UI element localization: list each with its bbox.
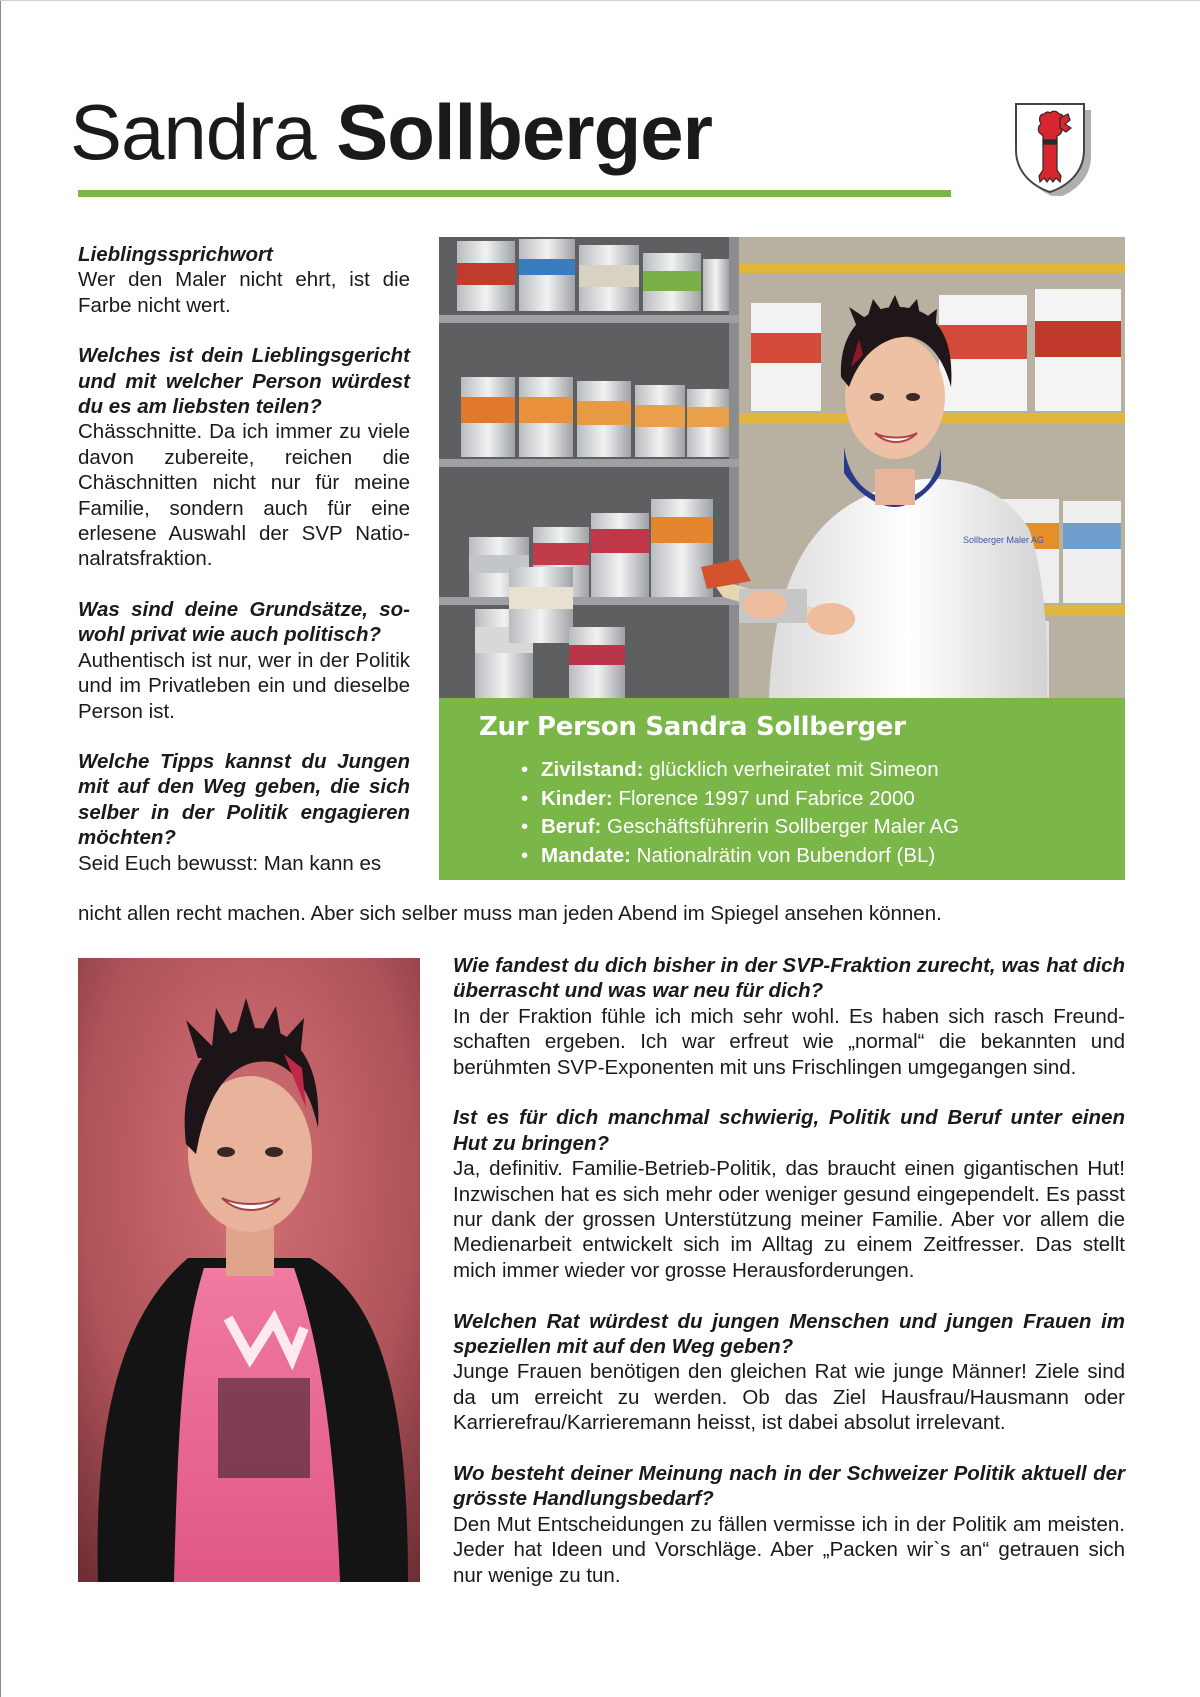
fact-item-kinder [521,785,959,814]
qa-item [78,749,410,876]
qa-item [453,953,1125,1080]
title-underline [78,190,951,197]
fact-label: Beruf: [541,815,602,839]
fact-label: Zivilstand: [541,758,644,781]
question-text: Welches ist dein Lieblingsgericht und mit welcher Person würdest du es am liebsten teilen? [78,344,410,419]
answer-text: Ja, definitiv. Familie-Betrieb-Politik, das braucht einen gigantischen Hut! Inzwischen hat es sich mehr oder weniger gesund eingependelt. Es passt nur dank der grossen Unterstützung meiner Familie. Aber vor allem die Medienarbeit entwickelt sich im Alltag zu einem Zeitfresser. Das stellt mich immer wieder vor grosse Herausforderungen. [453,1157,1125,1282]
bullet-icon: • [521,786,529,810]
person-info-box [439,698,1125,880]
qa-item [453,1461,1125,1588]
question-text: Lieblingssprichwort [78,243,273,266]
question-text: Was sind deine Grundsätze, sowohl privat wie auch politisch? [78,597,410,647]
info-box-title: Zur Person Sandra Sollberger [479,712,906,742]
answer-text: Seid Euch bewusst: Man kann es [78,851,382,875]
question-text: Ist es für dich manchmal schwierig, Politik und Beruf unter einen Hut zu bringen? [453,1106,1125,1155]
page-left-border [0,0,1,1697]
photo-paint-store [439,237,1125,698]
qa-item [453,1309,1125,1436]
coat-of-arms-icon [1010,100,1096,196]
bullet-icon: • [521,843,529,867]
qa-item [78,597,410,724]
qa-item [453,1105,1125,1283]
qa-item [78,242,410,318]
answer-continuation-text: nicht allen recht machen. Aber sich selber muss man jeden Abend im Spiegel ansehen können. [78,902,942,925]
fact-item-zivilstand [521,756,959,785]
fact-label: Mandate: [541,843,631,867]
fact-value: Nationalrätin von Bubendorf (BL) [630,843,936,867]
answer-text: Den Mut Entscheidungen zu fällen vermisse ich in der Politik am meisten. Jeder hat Ideen und Vorschläge. Aber „Packen wir`s an“ getrauen sich nur wenige zu tun. [453,1512,1125,1587]
fact-item-mandate [521,842,959,871]
question-text: Wie fandest du dich bisher in der SVP-Fraktion zurecht, was hat dich überrascht und was war neu für dich? [453,954,1125,1003]
bullet-icon: • [521,815,529,839]
fact-item-beruf [521,813,960,842]
answer-text: Junge Frauen benötigen den gleichen Rat wie junge Männer! Ziele sind da um erreicht zu werden. Ob das Ziel Hausfrau/Hausmann oder Karrierefrau/Karrieremann heisst, ist dabei absolut irrelevant. [453,1360,1125,1435]
fact-value: glücklich verheiratet mit Simeon [643,758,939,781]
person-facts-list [521,756,960,870]
fact-value: Florence 1997 und Fabrice 2000 [612,786,915,810]
bullet-icon: • [521,758,529,781]
title-first-name: Sandra [70,88,316,176]
left-qa-column [78,242,410,901]
answer-text: In der Fraktion fühle ich mich sehr wohl. Es haben sich rasch Freundschaften ergeben. Ich war erfreut wie „normal“ die bekannten und berühmten SVP-Exponenten mit uns Frischlingen umgegangen sind. [453,1004,1125,1079]
answer-text: Authentisch ist nur, wer in der Politik und im Privatleben ein und dieselbe Person ist. [78,648,410,723]
fact-label: Kinder: [541,786,613,810]
answer-text: Wer den Maler nicht ehrt, ist die Farbe nicht wert. [78,268,410,317]
question-text: Welchen Rat würdest du jungen Menschen und jungen Frauen im speziellen mit auf den Weg geben? [453,1309,1125,1359]
right-qa-column [453,953,1125,1614]
photo-portrait [78,958,420,1582]
fact-value: Geschäftsführerin Sollberger Maler AG [601,815,960,839]
title-last-name: Sollberger [336,88,712,176]
jacket-logo-text: Sollberger Maler AG [963,535,1045,545]
question-text: Welche Tipps kannst du Jungen mit auf den Weg geben, die sich selber in der Politik engagieren möchten? [78,749,410,850]
qa-item [78,343,410,572]
question-text: Wo besteht deiner Meinung nach in der Schweizer Politik aktuell der grösste Handlungsbedarf? [453,1462,1125,1511]
answer-text: Chässchnitte. Da ich immer zu viele davon zubereite, reichen die Chäschnitten nicht nur für meine Familie, sondern auch für eine erlesene Auswahl der SVP Nationalratsfraktion. [78,420,410,571]
page-title [70,88,712,176]
page-top-border [0,0,1200,1]
